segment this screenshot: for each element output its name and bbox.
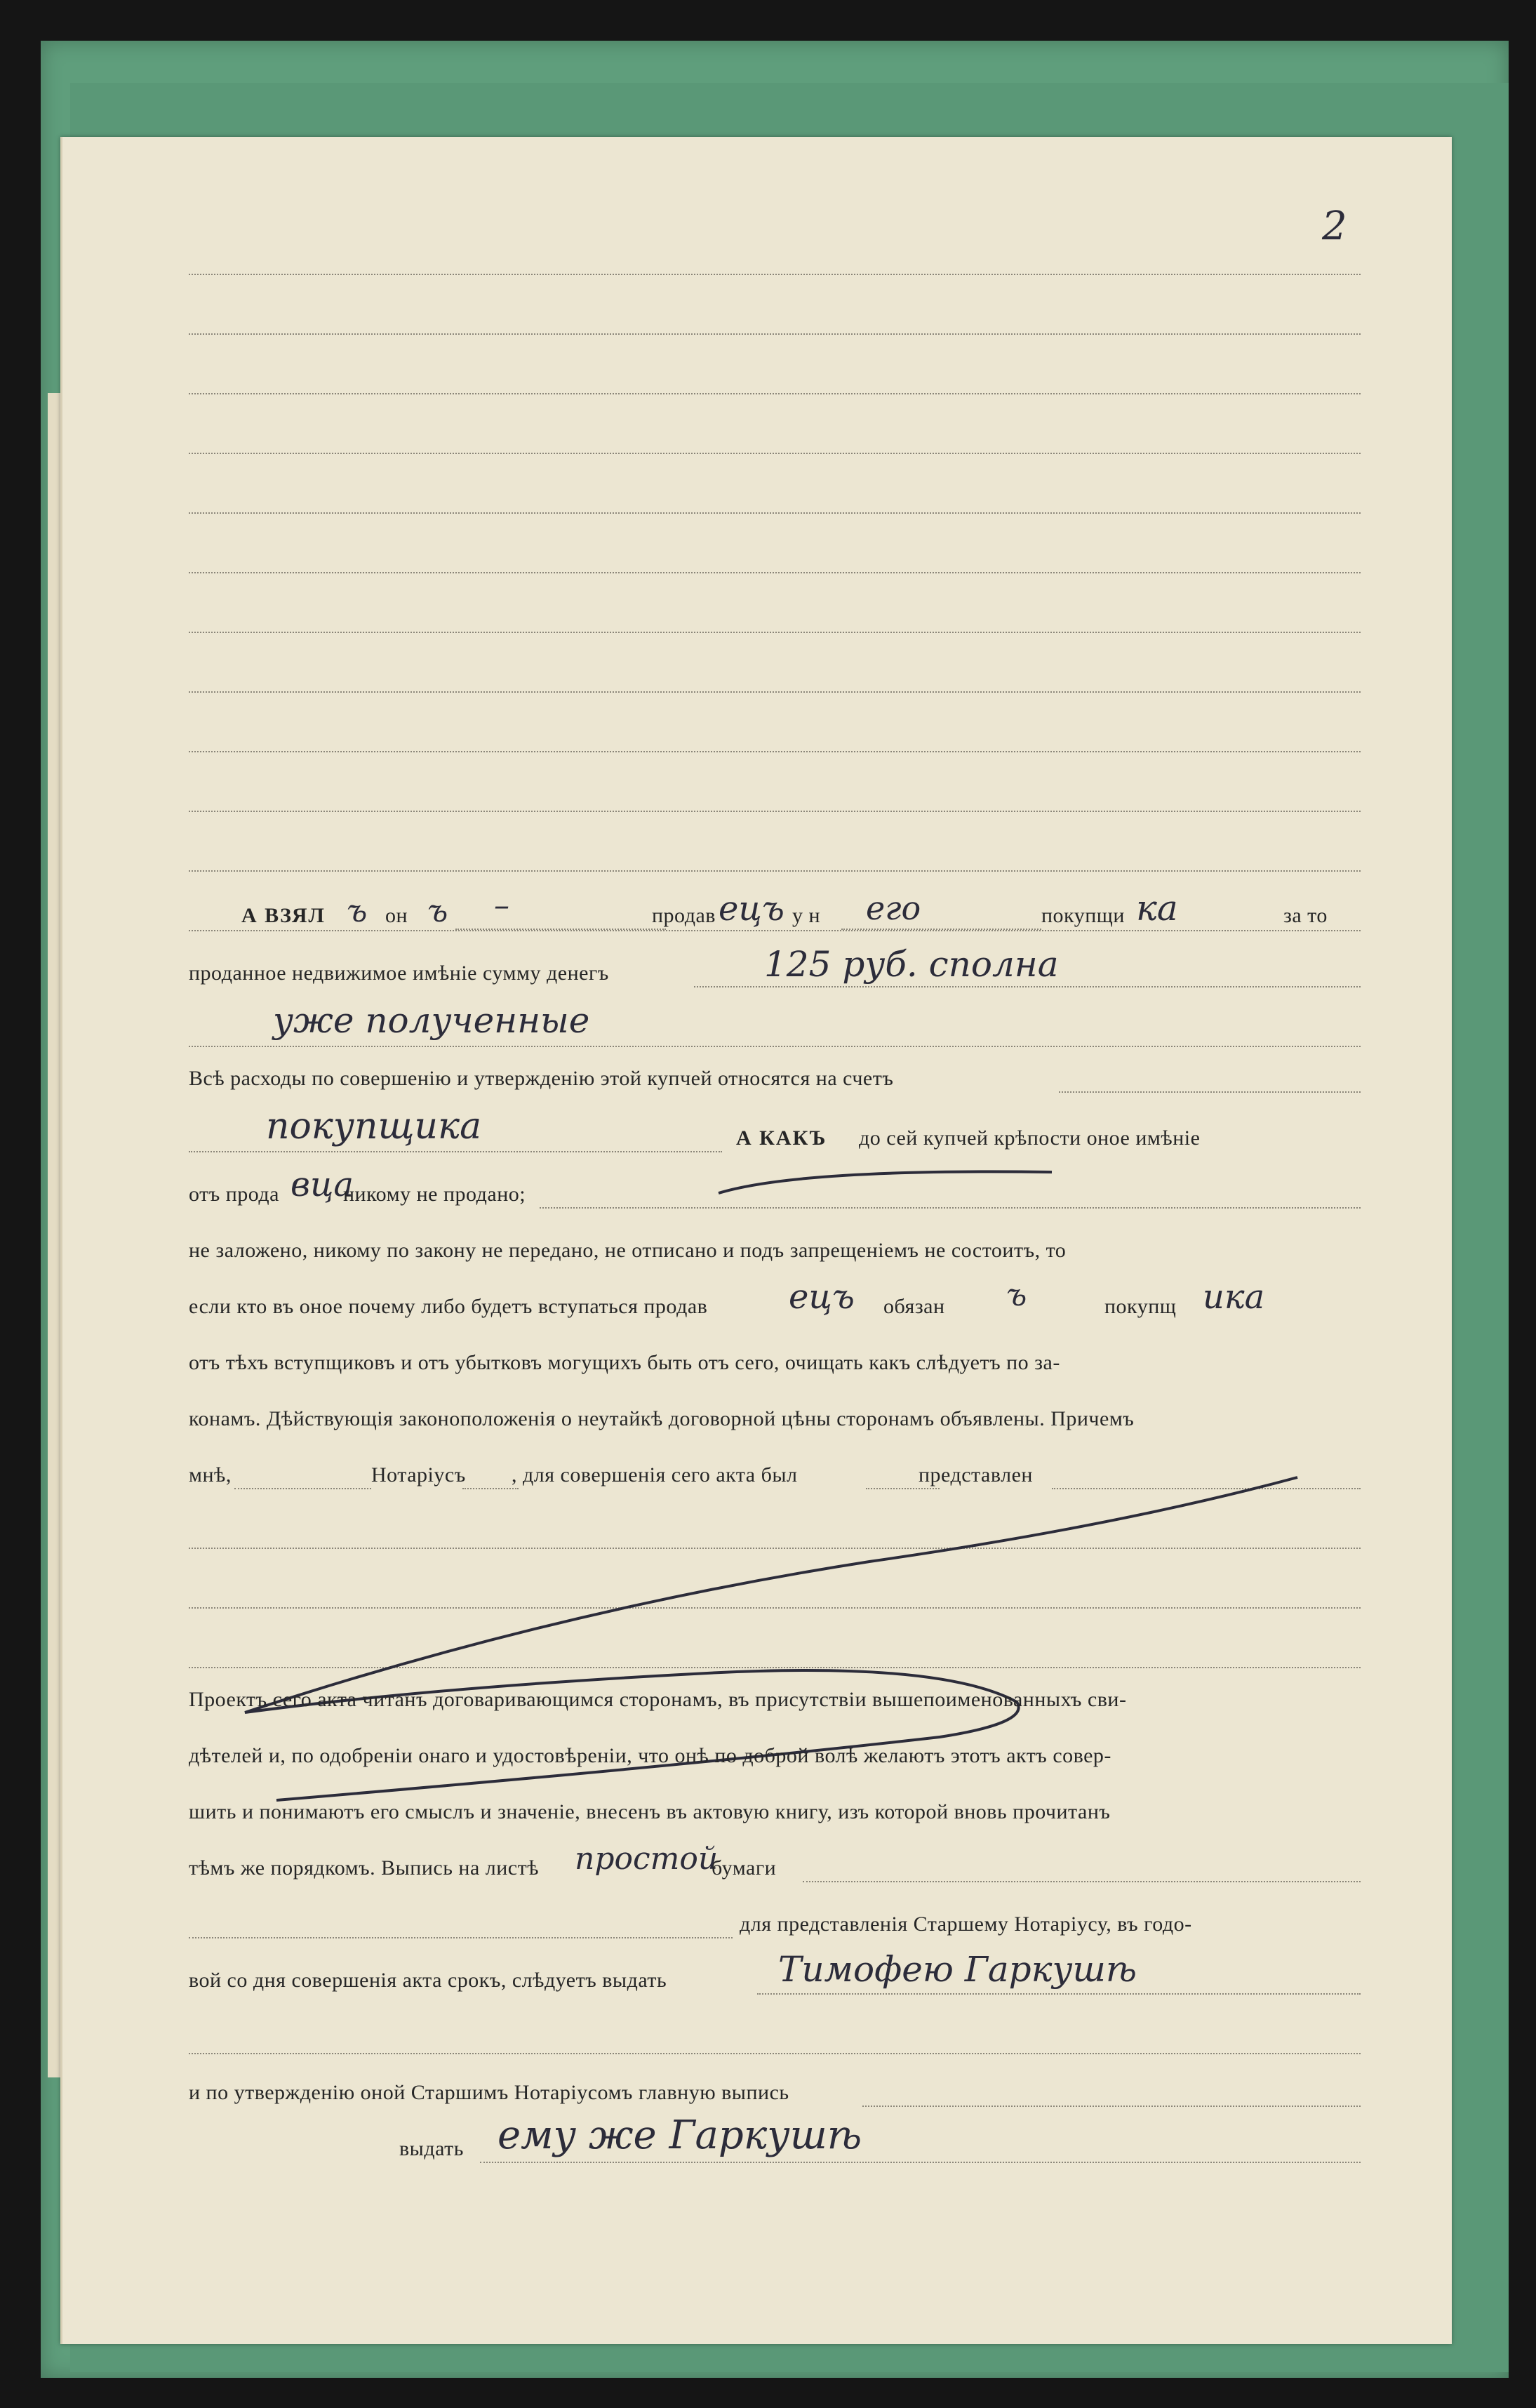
copy-sheet-line: тѣмъ же порядкомъ. Выпись на листѣ xyxy=(189,1856,540,1880)
project-read-line-2: дѣтелей и, по одобреніи онаго и удостовѣреніи, что онѣ по доброй волѣ желаютъ этотъ актъ совер- xyxy=(189,1744,1111,1767)
document-page xyxy=(60,137,1452,2344)
handwritten-amount: 125 руб. сполна xyxy=(764,944,1059,985)
handwritten-paper-type: простой xyxy=(575,1841,719,1877)
handwritten-dash: – xyxy=(494,888,509,924)
notary-line-c: , для совершенія сего акта был xyxy=(512,1463,798,1486)
expenses-line: Всѣ расходы по совершенію и утвержденію этой купчей относятся на счетъ xyxy=(189,1067,894,1090)
handwritten-seller-ending-2: ецъ xyxy=(789,1277,855,1317)
issue-label: выдать xyxy=(399,2137,464,2160)
notary-line-a: мнѣ, xyxy=(189,1463,232,1486)
not-pledged-line: не заложено, никому по закону не передано, не отписано и подъ запрещеніемъ не состоитъ, то xyxy=(189,1239,1067,1262)
if-anyone-line: если кто въ оное почему либо будетъ вступаться продав xyxy=(189,1295,708,1318)
handwritten-buyer-ending: ка xyxy=(1136,888,1178,929)
for-senior-notary-line: для представленія Старшему Нотаріусу, въ годо- xyxy=(740,1913,1192,1936)
handwritten-already-received: уже полученные xyxy=(273,1000,590,1041)
handwritten-main-recipient: ему же Гаркушѣ xyxy=(497,2113,862,2158)
notary-label: Нотаріусъ xyxy=(371,1463,466,1486)
underlying-sheet-edge xyxy=(48,393,60,2077)
handwritten-ending: ъ xyxy=(347,893,368,929)
za-to-label: за то xyxy=(1283,904,1328,927)
from-claimants-line: отъ тѣхъ вступщиковъ и отъ убытковъ могущихъ быть отъ сего, очищать какъ слѣдуетъ по за- xyxy=(189,1351,1060,1374)
paper-label: бумаги xyxy=(712,1856,777,1880)
not-sold-line: никому не продано; xyxy=(343,1183,526,1206)
handwritten-ending: ъ xyxy=(427,893,448,929)
project-read-line-3: шить и понимаютъ его смыслъ и значеніе, внесенъ въ актовую книгу, изъ которой вновь прочитанъ xyxy=(189,1800,1111,1823)
a-kak-line: до сей купчей крѣпости оное имѣніе xyxy=(859,1126,1201,1150)
pokupshchi-label: покупщи xyxy=(1041,904,1125,927)
on-label: он xyxy=(385,904,408,927)
u-n-label: у н xyxy=(792,904,821,927)
handwritten-seller-ending: ецъ xyxy=(719,889,784,929)
issue-to-line: вой со дня совершенія акта срокъ, слѣдуетъ выдать xyxy=(189,1969,667,1992)
obliged-label: обязан xyxy=(883,1295,945,1318)
vzyal-heading: А ВЗЯЛ xyxy=(241,904,326,927)
project-read-line-1: Проектъ сего акта читанъ договаривающимся сторонамъ, въ присутствіи вышепоименованныхъ сви- xyxy=(189,1688,1127,1711)
a-kak-heading: А КАКЪ xyxy=(736,1126,827,1150)
handwritten-obliged-ending: ъ xyxy=(1006,1277,1027,1313)
buyer-label: покупщ xyxy=(1104,1295,1177,1318)
main-copy-line: и по утвержденію оной Старшимъ Нотаріусомъ главную выпись xyxy=(189,2081,789,2104)
presented-label: представлен xyxy=(919,1463,1033,1486)
prodav-label: продав xyxy=(652,904,716,927)
from-seller-line: отъ прода xyxy=(189,1183,279,1206)
page-number: 2 xyxy=(1322,204,1347,249)
handwritten-seller: вца xyxy=(290,1165,354,1204)
handwritten-cancel-stroke xyxy=(62,137,63,138)
laws-line: конамъ. Дѣйствующія законоположенія о неутайкѣ договорной цѣны сторонамъ объявлены. Причемъ xyxy=(189,1407,1135,1430)
handwritten-ego: его xyxy=(866,889,921,927)
handwritten-buyer-ending-2: ика xyxy=(1203,1277,1265,1317)
sum-line: проданное недвижимое имѣніе сумму денегъ xyxy=(189,962,609,985)
handwritten-payer: покупщика xyxy=(266,1105,482,1148)
handwritten-recipient: Тимофею Гаркушѣ xyxy=(778,1949,1137,1990)
